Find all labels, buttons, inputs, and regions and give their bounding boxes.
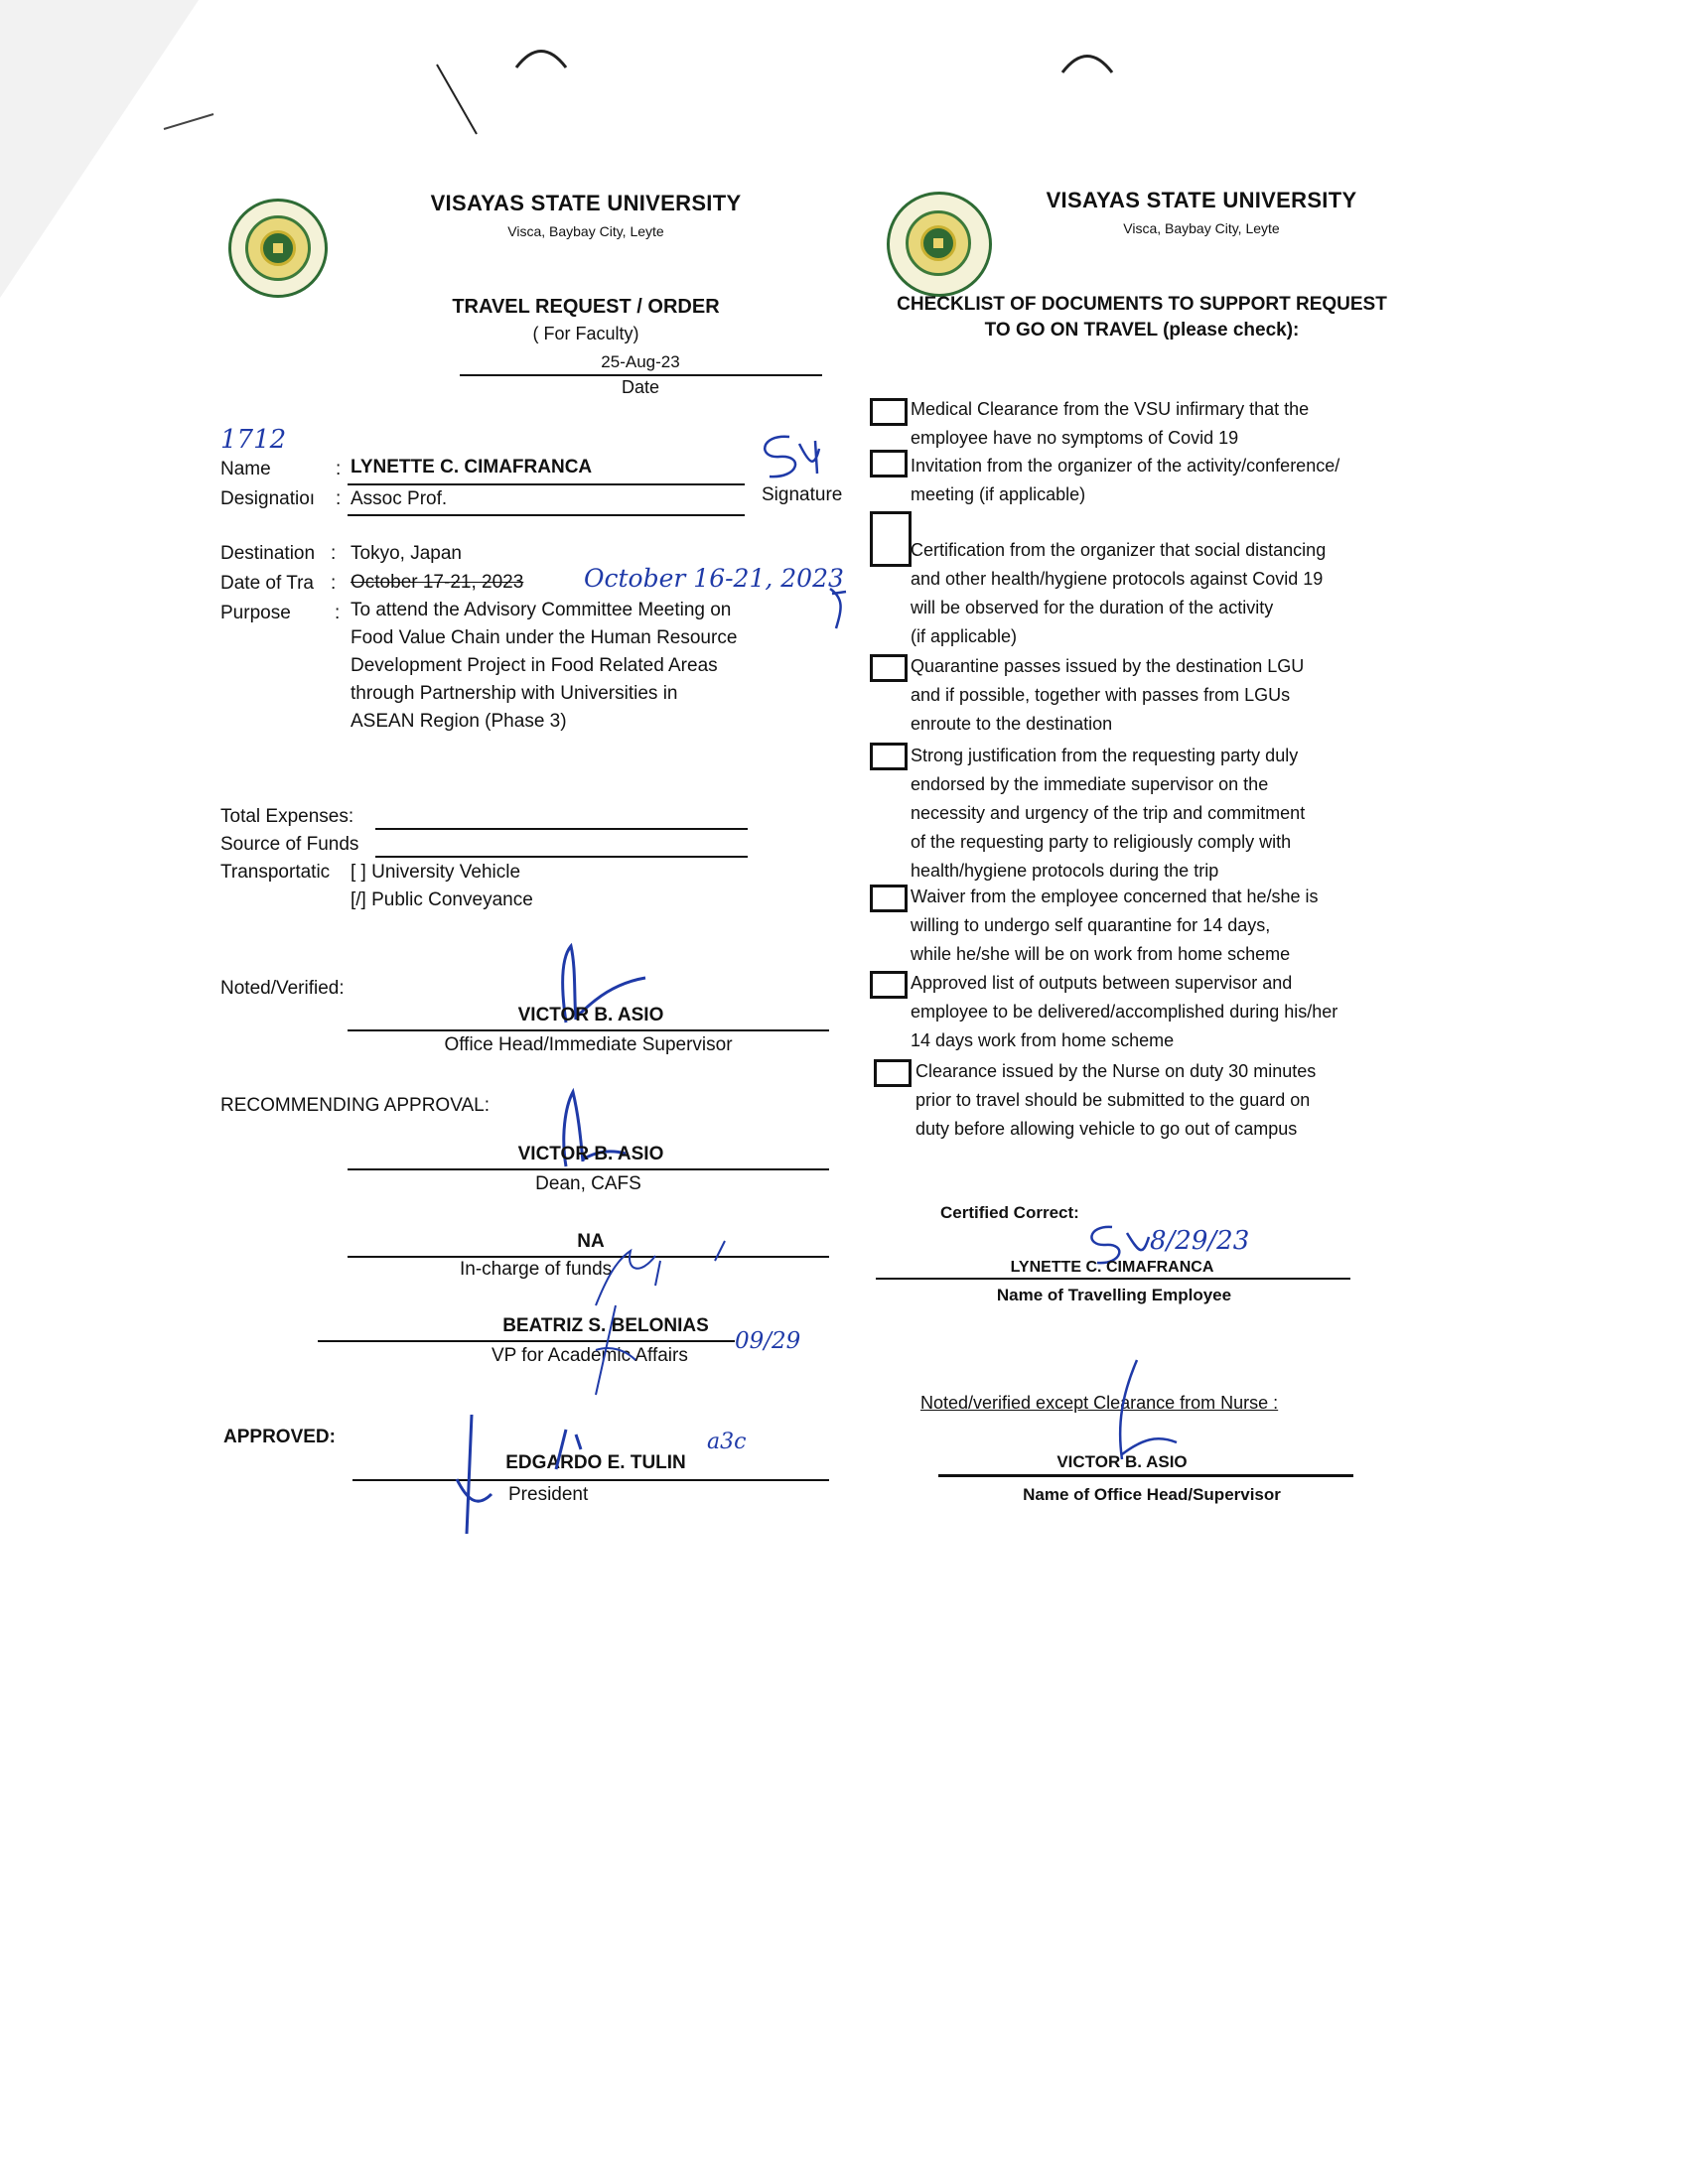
- transportation-label: Transportatic: [220, 862, 331, 883]
- checklist-checkbox[interactable]: [870, 654, 908, 682]
- university-name: VISAYAS STATE UNIVERSITY: [430, 191, 742, 215]
- checklist-checkbox[interactable]: [874, 1059, 912, 1087]
- noted-except-name: VICTOR B. ASIO: [1056, 1452, 1188, 1471]
- checklist-line: enroute to the destination: [911, 714, 1113, 734]
- purpose-text: [351, 597, 737, 736]
- approved-label: APPROVED:: [223, 1427, 336, 1447]
- source-of-funds-label: Source of Funds: [220, 834, 359, 855]
- checklist-line: duty before allowing vehicle to go out of campus: [915, 1119, 1298, 1139]
- noted-verified-label: Noted/Verified:: [220, 978, 345, 999]
- checklist-line: endorsed by the immediate supervisor on the: [911, 774, 1269, 794]
- vp-handwritten-date: 09/29: [735, 1328, 801, 1354]
- checklist-line: (if applicable): [911, 626, 1018, 646]
- noted-name: VICTOR B. ASIO: [517, 1005, 664, 1025]
- name-colon: :: [336, 459, 342, 479]
- checklist-item-certification: [911, 536, 1407, 651]
- checklist-line: Certification from the organizer that social distancing: [911, 540, 1327, 560]
- date-value: 25-Aug-23: [601, 352, 680, 371]
- checklist-line: prior to travel should be submitted to the guard on: [915, 1090, 1311, 1110]
- signature-applicant: [750, 429, 829, 488]
- checklist-line: Quarantine passes issued by the destination LGU: [911, 656, 1305, 676]
- president-title: President: [508, 1484, 589, 1505]
- noted-except-title: Name of Office Head/Supervisor: [1023, 1485, 1281, 1504]
- name-value: LYNETTE C. CIMAFRANCA: [351, 457, 593, 478]
- checklist-line: 14 days work from home scheme: [911, 1030, 1175, 1050]
- purpose-colon: :: [335, 603, 341, 623]
- recommending-approval-label: RECOMMENDING APPROVAL:: [220, 1095, 490, 1116]
- date-of-travel-label: Date of Tra: [220, 573, 314, 594]
- checklist-line: health/hygiene protocols during the trip: [911, 861, 1219, 881]
- punch-hole-left: [511, 40, 571, 69]
- checklist-item-outputs: [911, 969, 1407, 1055]
- signature-president: [452, 1410, 611, 1539]
- name-label: Name: [220, 459, 271, 479]
- checklist-title-line1: CHECKLIST OF DOCUMENTS TO SUPPORT REQUEST: [897, 294, 1387, 315]
- vp-title: VP for Academic Affairs: [492, 1345, 688, 1366]
- recommending-title: Dean, CAFS: [535, 1173, 641, 1194]
- date-of-travel-handwritten: October 16-21, 2023: [584, 564, 844, 593]
- checklist-line: of the requesting party to religiously comply with: [911, 832, 1292, 852]
- checklist-line: will be observed for the duration of the activity: [911, 598, 1274, 617]
- checklist-line: Medical Clearance from the VSU infirmary that the: [911, 399, 1310, 419]
- funds-incharge-title: In-charge of funds: [460, 1259, 613, 1280]
- form-title: TRAVEL REQUEST / ORDER: [452, 296, 720, 318]
- initial-mark: [824, 584, 854, 633]
- checklist-line: Waiver from the employee concerned that he/she is: [911, 887, 1319, 906]
- checklist-university-address: Visca, Baybay City, Leyte: [1123, 220, 1280, 236]
- checklist-checkbox[interactable]: [870, 971, 908, 999]
- checklist-line: employee have no symptoms of Covid 19: [911, 428, 1239, 448]
- noted-title: Office Head/Immediate Supervisor: [444, 1034, 733, 1055]
- purpose-line: ASEAN Region (Phase 3): [351, 711, 567, 732]
- date-line: [460, 374, 822, 376]
- total-expenses-label: Total Expenses:: [220, 806, 354, 827]
- designation-label: Designatioı: [220, 488, 316, 509]
- signature-label: Signature: [762, 484, 843, 505]
- source-of-funds-line: [375, 856, 748, 858]
- checklist-item-nurse-clearance: [915, 1057, 1412, 1144]
- scan-mark: [427, 60, 487, 139]
- purpose-line: Development Project in Food Related Areas: [351, 655, 718, 676]
- destination-value: Tokyo, Japan: [351, 543, 462, 564]
- vp-name: BEATRIZ S. BELONIAS: [502, 1315, 709, 1336]
- checklist-checkbox[interactable]: [870, 743, 908, 770]
- date-label: Date: [621, 377, 660, 397]
- designation-line: [348, 514, 745, 516]
- university-seal-right: [887, 192, 992, 297]
- signature-funds: [586, 1231, 745, 1310]
- checklist-line: while he/she will be on work from home scheme: [911, 944, 1291, 964]
- president-name: EDGARDO E. TULIN: [505, 1452, 686, 1473]
- checklist-line: necessity and urgency of the trip and commitment: [911, 803, 1306, 823]
- checklist-item-medical: [911, 395, 1407, 453]
- checklist-checkbox[interactable]: [870, 511, 912, 567]
- designation-colon: :: [336, 488, 342, 509]
- certified-name: LYNETTE C. CIMAFRANCA: [1010, 1259, 1214, 1276]
- purpose-line: Food Value Chain under the Human Resource: [351, 627, 738, 648]
- checklist-item-waiver: [911, 883, 1407, 969]
- noted-except-label: Noted/verified except Clearance from Nurse :: [920, 1393, 1279, 1413]
- checklist-checkbox[interactable]: [870, 885, 908, 912]
- checklist-item-quarantine: [911, 652, 1407, 739]
- checklist-line: and other health/hygiene protocols against Covid 19: [911, 569, 1324, 589]
- checklist-line: meeting (if applicable): [911, 484, 1086, 504]
- certified-handwritten-date: 8/29/23: [1150, 1226, 1250, 1256]
- designation-value: Assoc Prof.: [351, 488, 448, 509]
- funds-incharge-name: NA: [577, 1231, 605, 1252]
- checklist-line: Clearance issued by the Nurse on duty 30 minutes: [915, 1061, 1317, 1081]
- checklist-checkbox[interactable]: [870, 398, 908, 426]
- university-address: Visca, Baybay City, Leyte: [507, 223, 664, 239]
- certified-title: Name of Travelling Employee: [996, 1286, 1232, 1304]
- vp-line: [318, 1340, 735, 1342]
- checklist-item-invitation: [911, 452, 1407, 509]
- recommending-name: VICTOR B. ASIO: [517, 1144, 664, 1164]
- date-of-travel-struck: October 17-21, 2023: [351, 572, 524, 593]
- transport-option-public-conveyance: [/] Public Conveyance: [351, 889, 533, 910]
- checklist-item-justification: [911, 742, 1407, 886]
- checklist-line: and if possible, together with passes from LGUs: [911, 685, 1291, 705]
- paper-fold-shadow: [0, 0, 258, 318]
- name-line: [348, 483, 745, 485]
- checklist-line: Strong justification from the requesting party duly: [911, 746, 1299, 765]
- total-expenses-line: [375, 828, 748, 830]
- handwritten-number: 1712: [220, 425, 287, 455]
- punch-hole-right: [1057, 45, 1117, 74]
- date-of-travel-colon: :: [331, 573, 337, 594]
- transport-option-university-vehicle: [ ] University Vehicle: [351, 862, 521, 883]
- checklist-line: Approved list of outputs between supervisor and: [911, 973, 1293, 993]
- purpose-label: Purpose: [220, 603, 291, 623]
- purpose-line: To attend the Advisory Committee Meeting on: [351, 600, 732, 620]
- checklist-checkbox[interactable]: [870, 450, 908, 478]
- university-seal-left: [228, 199, 328, 298]
- form-subtitle: ( For Faculty): [532, 324, 639, 343]
- signature-vp: [576, 1300, 655, 1400]
- certified-line: [876, 1278, 1350, 1280]
- checklist-university-name: VISAYAS STATE UNIVERSITY: [1046, 188, 1357, 212]
- destination-colon: :: [331, 543, 337, 564]
- president-handwritten: a3c: [707, 1430, 747, 1454]
- checklist-line: employee to be delivered/accomplished during his/her: [911, 1002, 1338, 1022]
- noted-except-line: [938, 1474, 1353, 1477]
- recommending-line: [348, 1168, 829, 1170]
- checklist-line: willing to undergo self quarantine for 14 days,: [911, 915, 1271, 935]
- signature-noted-except: [1097, 1355, 1187, 1464]
- noted-line: [348, 1029, 829, 1031]
- checklist-line: Invitation from the organizer of the activity/conference/: [911, 456, 1340, 476]
- certified-correct-label: Certified Correct:: [940, 1203, 1079, 1222]
- checklist-title-line2: TO GO ON TRAVEL (please check):: [984, 320, 1300, 341]
- purpose-line: through Partnership with Universities in: [351, 683, 678, 704]
- destination-label: Destination: [220, 543, 316, 564]
